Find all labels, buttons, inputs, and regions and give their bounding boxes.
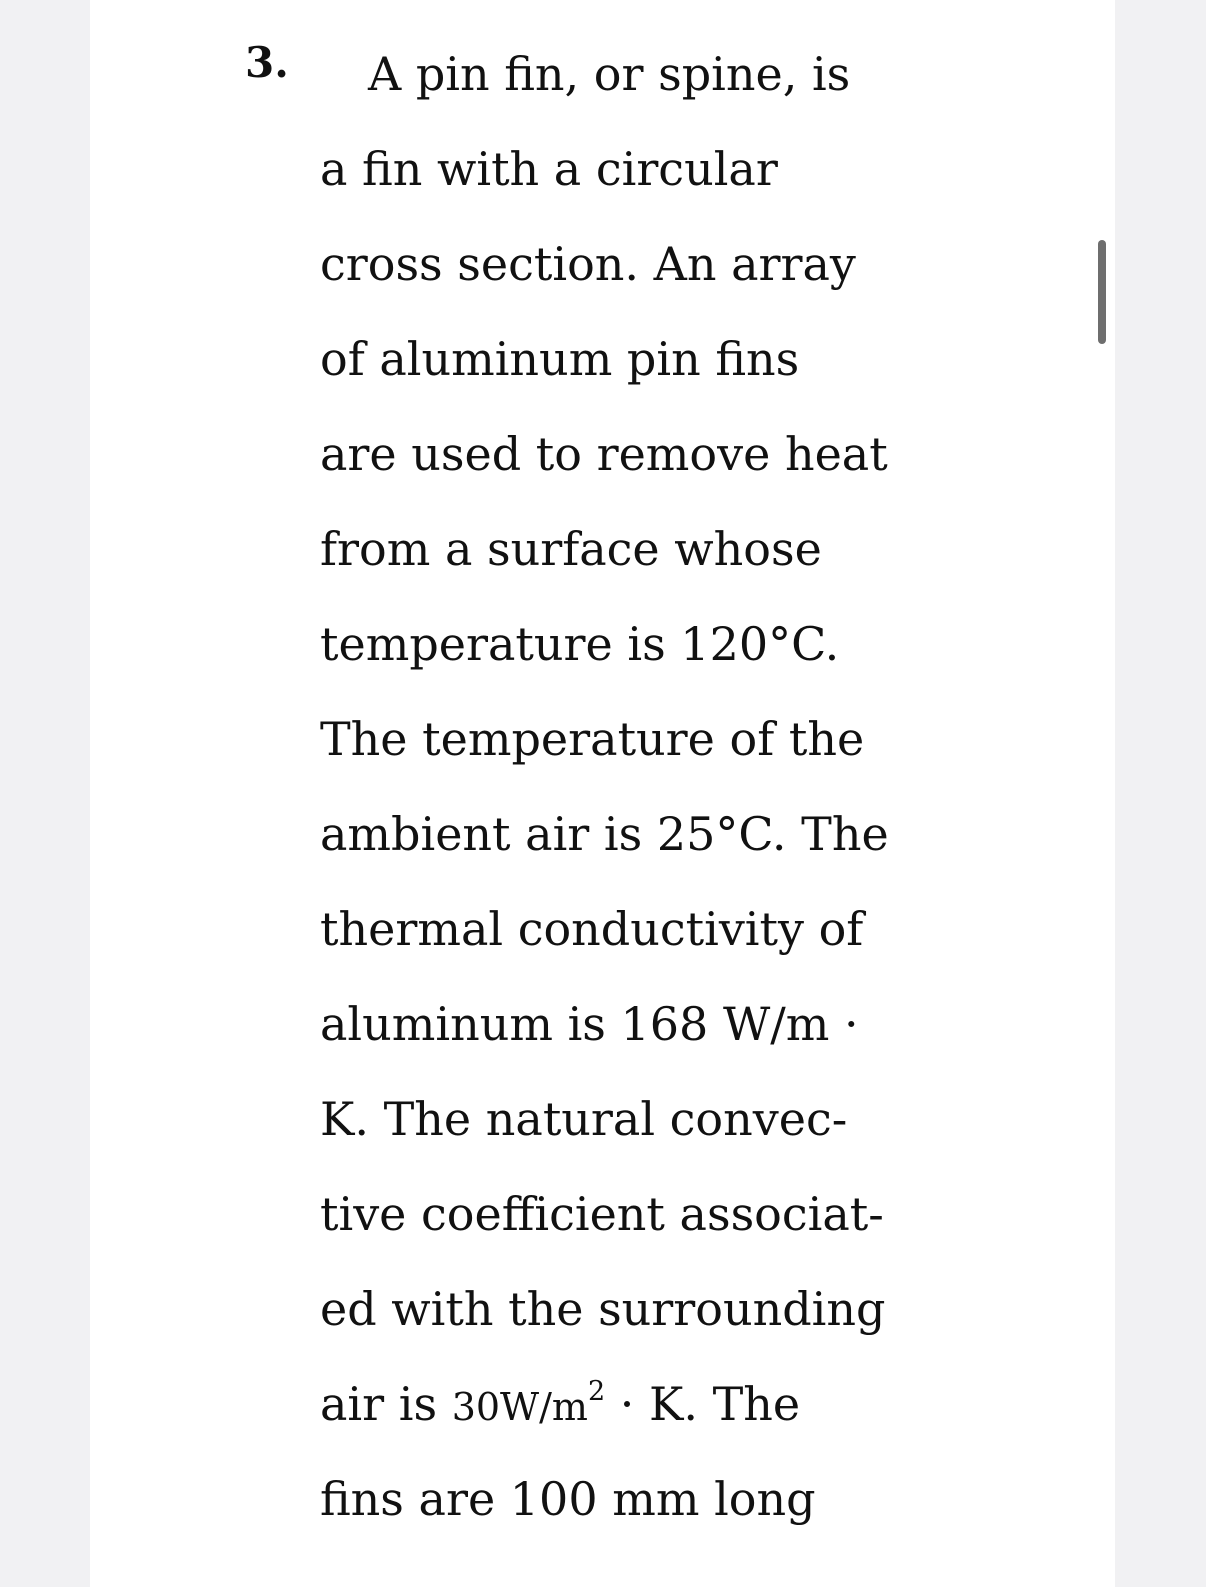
problem-line-6: from a surface whose [320, 522, 822, 576]
problem-line-7: temperature is 120°C. [320, 617, 840, 671]
problem-line-14: ed with the surrounding [320, 1282, 886, 1336]
problem-line-9: ambient air is 25°C. The [320, 807, 889, 861]
line-15-superscript: 2 [587, 1376, 606, 1407]
scrollbar-thumb[interactable] [1098, 240, 1106, 344]
problem-line-5: are used to remove heat [320, 427, 888, 481]
problem-line-8: The temperature of the [320, 712, 865, 766]
problem-line-13: tive coefficient associat- [320, 1187, 884, 1241]
problem-line-11: aluminum is 168 W/m · [320, 997, 859, 1051]
line-15-value: 30W/m [451, 1385, 588, 1429]
problem-line-2: a fin with a circular [320, 142, 778, 196]
problem-line-3: cross section. An array [320, 237, 856, 291]
problem-line-16: fins are 100 mm long [320, 1472, 816, 1526]
problem-text [90, 0, 1115, 1587]
document-page [90, 0, 1115, 1587]
problem-line-12: K. The natural convec- [320, 1092, 848, 1146]
problem-line-10: thermal conductivity of [320, 902, 864, 956]
line-15-suffix: · K. The [605, 1377, 801, 1431]
problem-line-15 [320, 1376, 801, 1431]
problem-number: 3. [245, 38, 289, 87]
problem-line-1: A pin fin, or spine, is [368, 47, 851, 101]
line-15-prefix: air is [320, 1377, 452, 1431]
problem-line-4: of aluminum pin fins [320, 332, 800, 386]
